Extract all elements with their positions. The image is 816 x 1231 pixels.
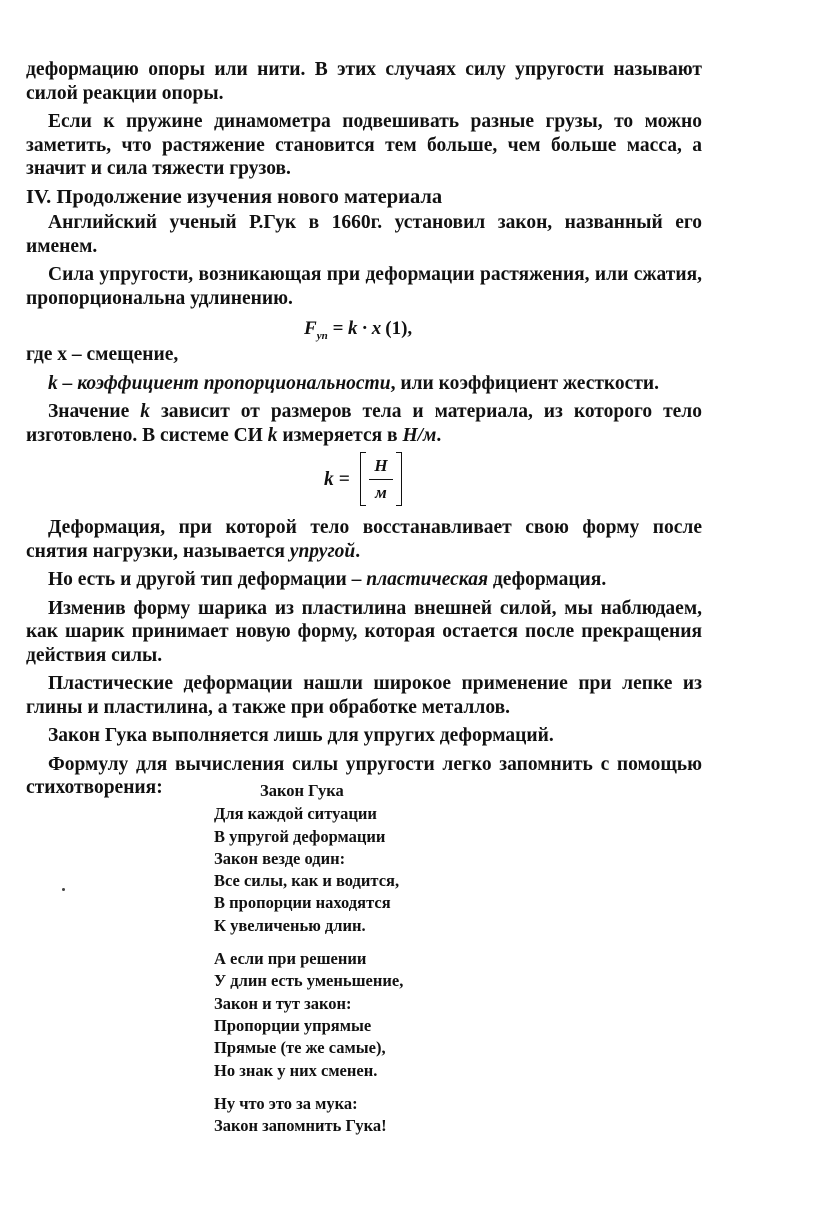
paragraph-elastic-deformation bbox=[26, 516, 702, 563]
poem-line: Закон везде один: bbox=[214, 848, 346, 868]
paragraph-dynamometer: Если к пружине динамометра подвешивать разные грузы, то можно заметить, что растяжение становится тем больше, чем больше масса, а значит и сила тяжести грузов. bbox=[26, 111, 702, 179]
fraction-denominator: м bbox=[375, 483, 387, 502]
paragraph-support-reaction: деформацию опоры или нити. В этих случаях силу упругости называют силой реакции опоры. bbox=[26, 59, 702, 104]
formula-lhs: F bbox=[304, 318, 317, 339]
formula-k-units bbox=[26, 452, 702, 510]
fraction-line bbox=[369, 479, 393, 480]
poem-line: Закон и тут закон: bbox=[214, 993, 352, 1013]
poem-line: К увеличенью длин. bbox=[214, 915, 366, 935]
scan-speck bbox=[62, 888, 65, 891]
formula-number: (1), bbox=[385, 318, 413, 339]
k-definition-rest: , или коэффициент жесткости. bbox=[390, 372, 660, 394]
poem-title: Закон Гука bbox=[260, 781, 344, 800]
paragraph-plastic-usage: Пластические деформации нашли широкое применение при лепке из глины и пластилина, а также при обработке металлов. bbox=[26, 673, 702, 718]
plastic-end: деформация. bbox=[488, 569, 607, 590]
k-unit: Н/м bbox=[402, 424, 437, 446]
poem-line: Для каждой ситуации bbox=[214, 804, 377, 824]
paragraph-plastic-type bbox=[26, 568, 702, 592]
paragraph-plasticine: Изменив форму шарика из пластилина внешней силой, мы наблюдаем, как шарик принимает новую форму, которая остается после прекращения действия силы. bbox=[26, 597, 702, 666]
k-symbol: k bbox=[140, 401, 150, 422]
section-heading: IV. Продолжение изучения нового материала bbox=[26, 185, 443, 208]
poem-line: Все силы, как и водится, bbox=[214, 871, 400, 891]
elastic-term: упругой bbox=[289, 540, 356, 562]
poem-stanza-3 bbox=[214, 1093, 403, 1138]
formula-subscript: уп bbox=[316, 329, 328, 342]
poem-line: Пропорции упрямые bbox=[214, 1015, 372, 1035]
k-definition-italic: k – коэффициент пропорциональности bbox=[48, 372, 391, 394]
plastic-term: пластическая bbox=[366, 569, 488, 590]
formula-hooke-law bbox=[26, 315, 702, 343]
elastic-text: Деформация, при которой тело восстанавливает свою форму после снятия нагрузки, называется bbox=[26, 517, 702, 562]
poem-line: У длин есть уменьшение, bbox=[214, 971, 404, 991]
k-units-text-3: измеряется в bbox=[277, 424, 403, 446]
formula-k-lhs: k = bbox=[324, 469, 350, 490]
poem-line: Закон запомнить Гука! bbox=[214, 1116, 387, 1136]
elastic-end: . bbox=[355, 540, 361, 562]
paragraph-k-units bbox=[26, 400, 702, 447]
poem-line: В пропорции находятся bbox=[214, 893, 391, 913]
poem-stanza-1 bbox=[214, 803, 403, 937]
where-x-line: где x – смещение, bbox=[26, 344, 179, 365]
fraction-numerator: Н bbox=[374, 456, 388, 475]
paragraph-elastic-force: Сила упругости, возникающая при деформации растяжения, или сжатия, пропорциональна удлинению. bbox=[26, 264, 702, 309]
poem bbox=[214, 780, 403, 1148]
textbook-page bbox=[26, 58, 702, 805]
poem-line: Ну что это за мука: bbox=[214, 1093, 358, 1113]
k-symbol-2: k bbox=[267, 424, 278, 446]
poem-line: Но знак у них сменен. bbox=[214, 1060, 378, 1080]
poem-line: В упругой деформации bbox=[214, 826, 386, 846]
plastic-text: Но есть и другой тип деформации – bbox=[48, 569, 367, 590]
k-units-text-4: . bbox=[436, 424, 442, 446]
paragraph-hooke-intro: Английский ученый Р.Гук в 1660г. установил закон, названный его именем. bbox=[26, 212, 702, 257]
poem-stanza-2 bbox=[214, 948, 403, 1082]
paragraph-hooke-limit: Закон Гука выполняется лишь для упругих деформаций. bbox=[48, 725, 554, 746]
k-units-text-1: Значение bbox=[48, 401, 141, 422]
paragraph-poem-intro: Формулу для вычисления силы упругости легко запомнить с помощью стихотворения: bbox=[26, 753, 702, 798]
poem-line: А если при решении bbox=[214, 949, 367, 969]
formula-rhs: = k · x bbox=[327, 318, 382, 339]
unit-bracket bbox=[360, 452, 402, 506]
poem-line: Прямые (те же самые), bbox=[214, 1038, 386, 1058]
k-definition bbox=[26, 372, 702, 396]
k-units-text-2: зависит от размеров тела и материала, из которого тело изготовлено. В системе СИ bbox=[26, 401, 702, 446]
